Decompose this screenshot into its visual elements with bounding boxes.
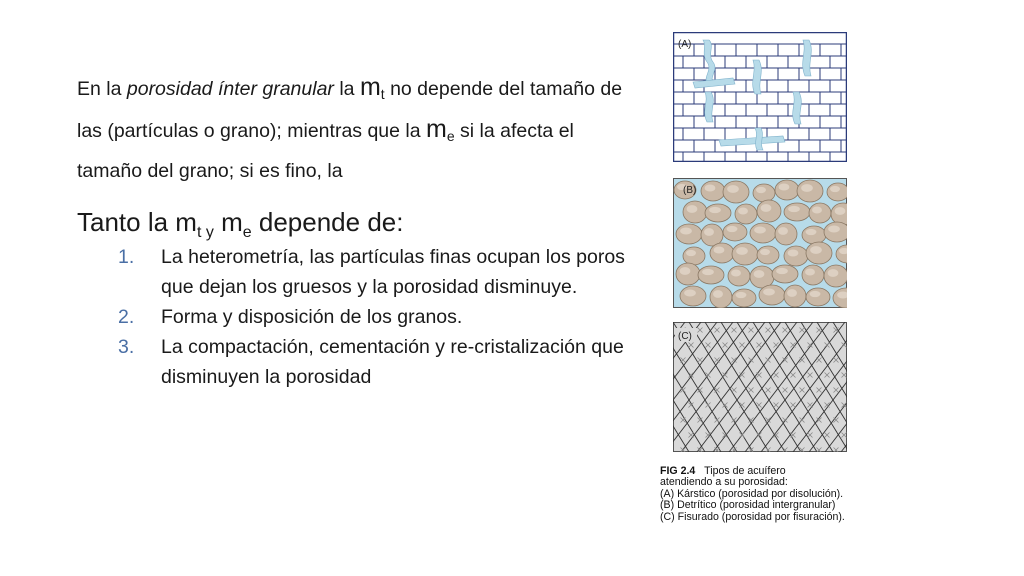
grain-highlight <box>709 207 721 213</box>
list-item <box>118 302 628 332</box>
caption-line: Tipos de acuífero <box>704 465 786 477</box>
grain-highlight <box>835 207 846 215</box>
grain-highlight <box>801 184 813 192</box>
grain-highlight <box>787 289 797 297</box>
caption-line: (C) Fisurado (porosidad por fisuración). <box>660 510 845 523</box>
para-text-1: En la <box>77 78 127 100</box>
panel-b-label: (B) <box>683 185 697 196</box>
fissures-illustration <box>673 322 847 452</box>
grain-highlight <box>756 187 766 193</box>
heading-subscript-e: e <box>242 224 252 241</box>
grain <box>705 204 731 222</box>
grain <box>757 246 779 264</box>
caption-line: (B) Detrítico (porosidad intergranular) <box>660 499 836 512</box>
list-number: 1. <box>118 246 135 268</box>
grain-highlight <box>830 186 840 192</box>
grain <box>809 203 831 223</box>
grain-highlight <box>687 205 698 213</box>
heading-text-1: Tanto la m <box>77 207 197 237</box>
grain-highlight <box>684 290 696 297</box>
heading-subscript-t: t y <box>196 224 214 241</box>
list-item <box>118 332 628 392</box>
grain-highlight <box>727 226 738 232</box>
grain-highlight <box>828 269 839 277</box>
grain <box>701 181 725 201</box>
para-text-4: si la afecta el tamaño del grano; si es fino, la <box>77 120 574 182</box>
list-number: 2. <box>118 306 135 328</box>
grain <box>806 288 830 306</box>
list-item-text: La compactación, cementación y re-cristalización que disminuyen la porosidad <box>161 336 624 388</box>
grain-highlight <box>680 228 692 235</box>
grain-highlight <box>680 267 691 275</box>
grain-highlight <box>736 292 747 298</box>
grain-highlight <box>686 250 696 256</box>
symbol-m-total: m <box>359 73 381 101</box>
karst-illustration <box>673 32 847 162</box>
grain-highlight <box>714 247 725 254</box>
grain-highlight <box>776 268 788 274</box>
grain <box>775 180 799 200</box>
grain-highlight <box>704 228 714 236</box>
grain <box>772 265 798 283</box>
panel-c-label: (C) <box>678 331 692 342</box>
grain-highlight <box>810 246 822 254</box>
list-item <box>118 242 628 302</box>
list-number: 3. <box>118 336 135 358</box>
grain-highlight <box>754 227 766 234</box>
panel-a-karstic <box>673 32 847 162</box>
grain-highlight <box>788 250 799 257</box>
grain-highlight <box>778 227 788 235</box>
para-text-2: la <box>333 78 360 100</box>
panel-b-detrital <box>673 178 847 308</box>
figure-caption <box>660 466 890 523</box>
grain-highlight <box>705 185 716 192</box>
intro-paragraph <box>77 70 637 189</box>
grain <box>784 246 808 266</box>
grain-highlight <box>779 184 790 191</box>
grains-illustration <box>673 178 847 308</box>
grain <box>784 203 810 221</box>
grain-highlight <box>754 270 765 278</box>
grain-highlight <box>731 270 741 277</box>
heading-symbol-m: m <box>221 207 243 237</box>
grain <box>732 289 756 307</box>
caption-title: FIG 2.4 <box>660 465 696 477</box>
grain-highlight <box>760 249 770 255</box>
heading-text-2: depende de: <box>251 207 404 237</box>
caption-line: atendiendo a su porosidad: <box>660 476 788 489</box>
grain-highlight <box>702 269 714 275</box>
grain <box>698 266 724 284</box>
symbol-m-effective: m <box>426 115 447 143</box>
factors-list <box>118 242 628 392</box>
grain-highlight <box>761 204 772 212</box>
list-item-text: Forma y disposición de los granos. <box>161 306 463 328</box>
grain <box>710 243 734 263</box>
grain <box>802 226 826 244</box>
panel-c-fissured <box>673 322 847 452</box>
panel-a-label: (A) <box>678 39 692 50</box>
grain <box>735 204 757 224</box>
grain-highlight <box>788 206 800 212</box>
grain-highlight <box>828 226 840 233</box>
list-item-text: La heterometría, las partículas finas ocupan los poros que dejan los gruesos y la porosidad disminuye. <box>161 246 625 298</box>
grain <box>802 265 824 285</box>
grain-highlight <box>727 185 739 193</box>
grain-highlight <box>736 247 748 255</box>
caption-line: (A) Kárstico (porosidad por disolución). <box>660 487 844 500</box>
grain-highlight <box>763 289 775 296</box>
grain <box>723 223 747 241</box>
grain <box>827 183 847 201</box>
grain-highlight <box>806 229 817 235</box>
grain <box>753 184 775 202</box>
grain <box>683 247 705 265</box>
grain-highlight <box>810 291 821 297</box>
grain <box>728 266 750 286</box>
para-italic-term: porosidad ínter granular <box>126 78 334 100</box>
grain-highlight <box>738 208 748 215</box>
grain-highlight <box>805 269 815 276</box>
grain-highlight <box>713 290 723 298</box>
grain-highlight <box>812 207 822 214</box>
subscript-t: t <box>380 86 385 102</box>
subscript-e: e <box>446 128 455 144</box>
para-text-3: no depende del tamaño de las (partículas o grano); mientras que la <box>77 78 623 142</box>
